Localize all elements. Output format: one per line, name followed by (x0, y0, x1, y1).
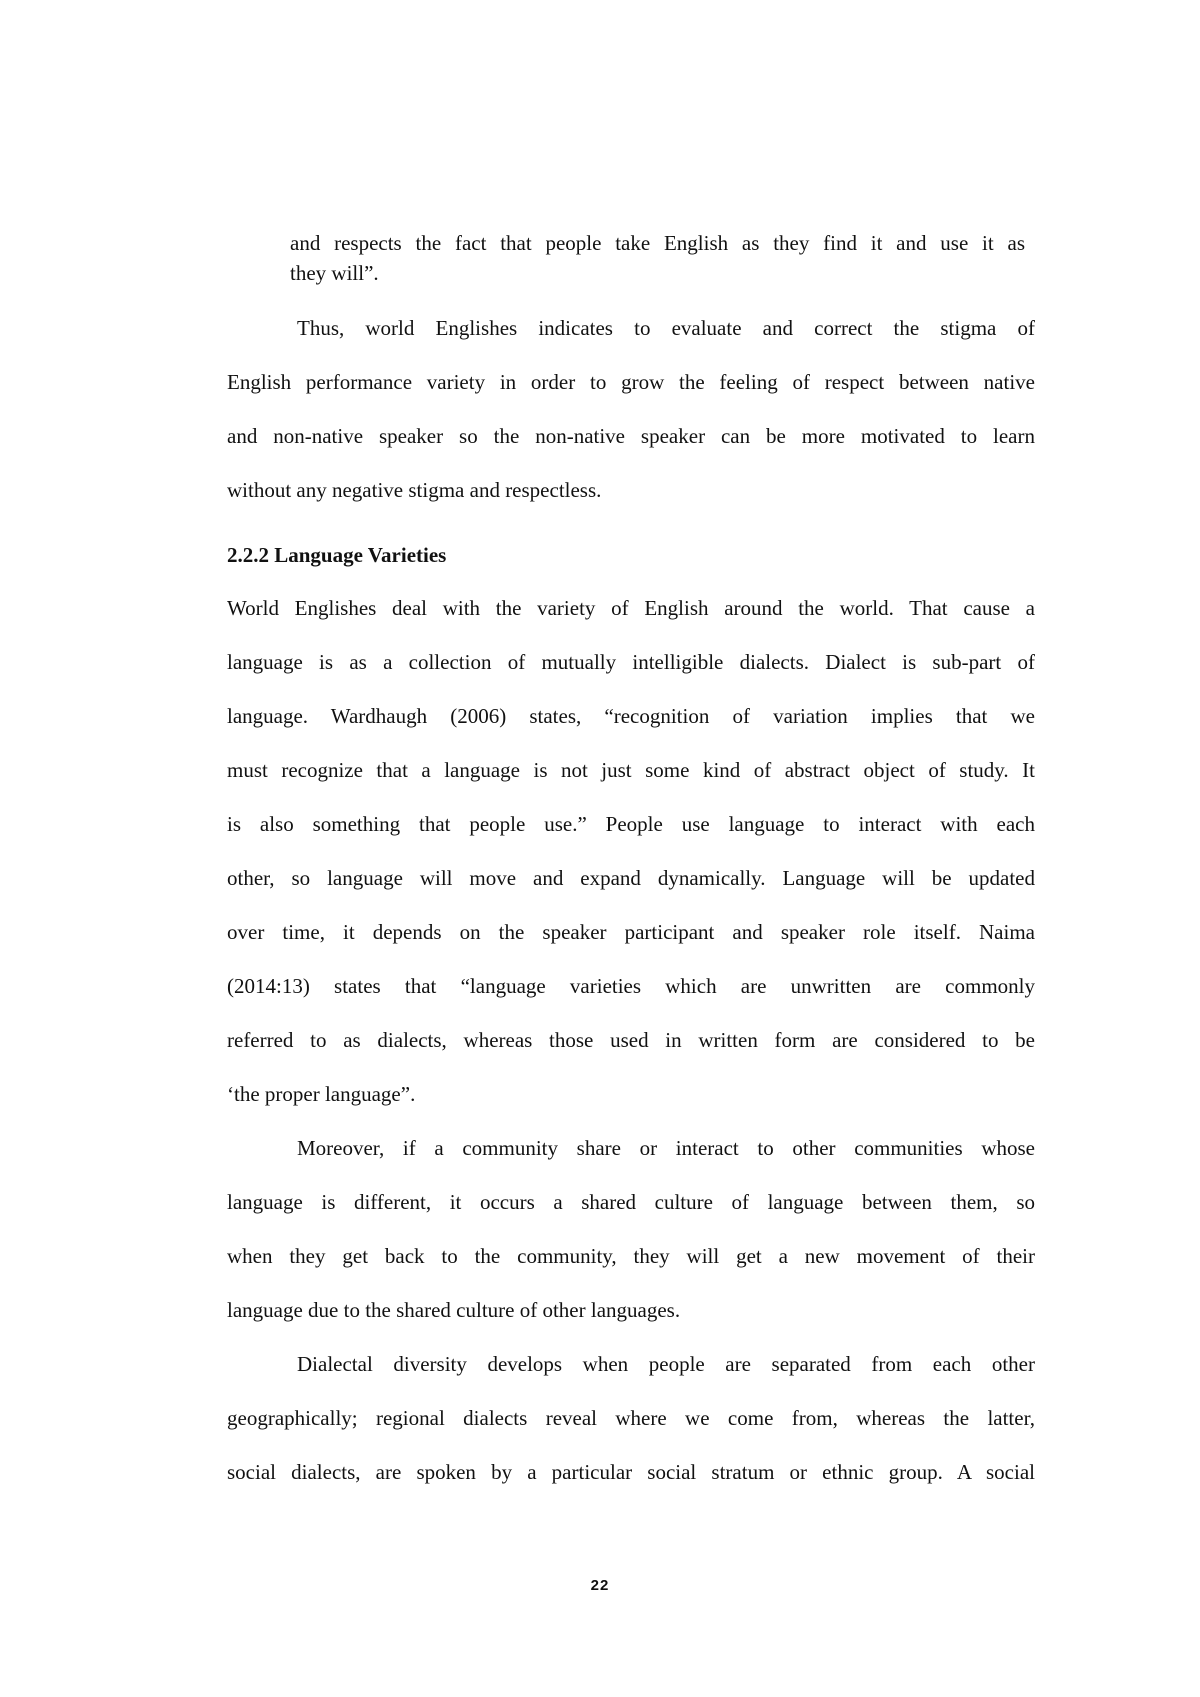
paragraph-line: referred to as dialects, whereas those used in written form are considered to be (227, 1028, 1035, 1052)
paragraph-line: when they get back to the community, they will get a new movement of their (227, 1244, 1035, 1268)
blockquote-line: and respects the fact that people take English as they find it and use it as (290, 231, 1025, 255)
page-number: 22 (590, 1577, 610, 1594)
paragraph-line: ‘the proper language”. (227, 1082, 416, 1106)
paragraph-line: English performance variety in order to grow the feeling of respect between native (227, 370, 1035, 394)
paragraph-line: Dialectal diversity develops when people are separated from each other (297, 1352, 1035, 1376)
paragraph-line: Thus, world Englishes indicates to evaluate and correct the stigma of (297, 316, 1035, 340)
paragraph-line: without any negative stigma and respectless. (227, 478, 602, 502)
paragraph-line: social dialects, are spoken by a particular social stratum or ethnic group. A social (227, 1460, 1035, 1484)
paragraph-line: is also something that people use.” People use language to interact with each (227, 812, 1035, 836)
paragraph-line: Moreover, if a community share or interact to other communities whose (297, 1136, 1035, 1160)
paragraph-line: language due to the shared culture of other languages. (227, 1298, 681, 1322)
paragraph-line: (2014:13) states that “language varieties which are unwritten are commonly (227, 974, 1035, 998)
paragraph-line: other, so language will move and expand dynamically. Language will be updated (227, 866, 1035, 890)
paragraph-line: over time, it depends on the speaker participant and speaker role itself. Naima (227, 920, 1035, 944)
blockquote-line: they will”. (290, 261, 379, 285)
paragraph-line: must recognize that a language is not just some kind of abstract object of study. It (227, 758, 1035, 782)
paragraph-line: geographically; regional dialects reveal where we come from, whereas the latter, (227, 1406, 1035, 1430)
paragraph-line: language is different, it occurs a shared culture of language between them, so (227, 1190, 1035, 1214)
paragraph-line: language is as a collection of mutually intelligible dialects. Dialect is sub-part of (227, 650, 1035, 674)
paragraph-line: language. Wardhaugh (2006) states, “recognition of variation implies that we (227, 704, 1035, 728)
section-heading: 2.2.2 Language Varieties (227, 543, 447, 567)
paragraph-line: World Englishes deal with the variety of English around the world. That cause a (227, 596, 1035, 620)
paragraph-line: and non-native speaker so the non-native speaker can be more motivated to learn (227, 424, 1035, 448)
